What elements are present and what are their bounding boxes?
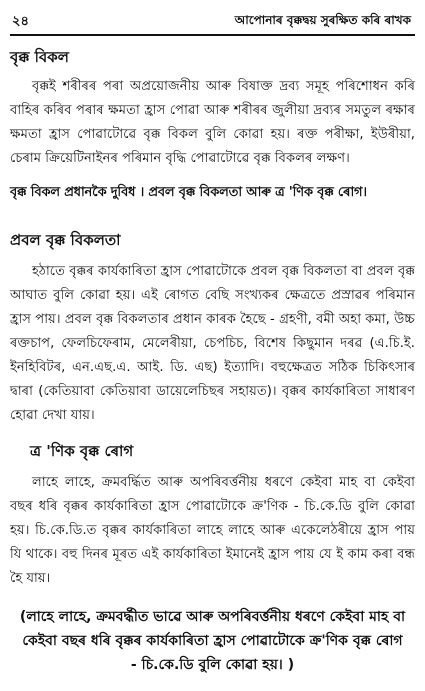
page-header <box>10 10 415 32</box>
section-heading: বৃক্ক বিকল <box>10 48 69 66</box>
section-paragraph: বৃক্কই শৰীৰৰ পৰা অপ্ৰয়োজনীয় আৰু বিষাক্ত দ্ৰব্য সমূহ পৰিশোধন কৰি বাহিৰ কৰিব পৰাৰ ক্ষমতা হ্ৰাস পোৱা আৰু শৰীৰৰ জুলীয়া দ্ৰব্যৰ সমতুল ৰক্ষাৰ ক্ষমতা হ্ৰাস পোৱাটোৱে বৃক্ক বিকল বুলি কোৱা হয়। ৰক্ত পৰীক্ষা, ইউৰীয়া, চেৰাম ক্ৰিয়েটিনাইনৰ পৰিমান বৃদ্ধি পোৱাটোৱে বৃক্ক বিকলৰ লক্ষণ। <box>10 79 415 166</box>
running-title: আপোনাৰ বৃক্কদ্বয় সুৰক্ষিত কৰি ৰাখক <box>234 13 411 27</box>
page-number: ২৪ <box>12 14 29 29</box>
section-paragraph: লাহে লাহে, ক্ৰমবৰ্দ্ধিত আৰু অপৰিবৰ্ত্তনীয় ধৰণে কেইবা মাহ বা কেইবা বছৰ ধৰি বৃক্কৰ কাৰ্যকাৰিতা হ্ৰাস পোৱাটোকে ক্ৰ'ণিক - চি.কে.ডি বুলি কোৱা হয়। চি.কে.ডি.ত বৃক্কৰ কাৰ্যকাৰিতা লাহে লাহে আৰু একেলেঠৰীয়ে হ্ৰাস পায় যি থাকে। বহু দিনৰ মূৰত এই কাৰ্যকাৰিতা ইমানেই হ্ৰাস পায় যে ই কাম কৰা বন্ধ হৈ যায়। <box>10 475 415 586</box>
section-heading: ত্ৰ 'ণিক বৃক্ক ৰোগ <box>30 442 134 460</box>
section-kidney-failure <box>10 46 415 171</box>
section-heading: প্ৰবল বৃক্ক বিকলতা <box>10 231 121 249</box>
section-chronic-kidney-disease <box>10 440 415 591</box>
header-rule <box>10 34 415 36</box>
section-acute-kidney-failure <box>10 229 415 428</box>
highlighted-note: (লাহে লাহে, ক্ৰমবৰ্দ্ধীত ভাৱে আৰু অপৰিবৰ্ত্তনীয় ধৰণে কেইবা মাহ বা কেইবা বছৰ ধৰি বৃক্কৰ কাৰ্যকাৰিতা হ্ৰাস পোৱাটোকে ক্ৰ'ণিক বৃক্ক ৰোগ - চি.কে.ডি বুলি কোৱা হয়। ) <box>19 609 406 673</box>
section-paragraph: হঠাতে বৃক্কৰ কাৰ্যকাৰিতা হ্ৰাস পোৱাটোকে প্ৰবল বৃক্ক বিকলতা বা প্ৰবল বৃক্ক আঘাত বুলি কোৱা হয়। এই ৰোগত বেছি সংখ্যকৰ ক্ষেত্ৰতে প্ৰস্ৰাৱৰ পৰিমান হ্ৰাস পায়। প্ৰবল বৃক্ক বিকলতাৰ প্ৰধান কাৰক হৈছে - গ্ৰহণী, বমী অহা কমা, উচ্চ ৰক্তচাপ, ফেলচিফেৰাম, মেলেৰীয়া, চেপচিচ, বিশেষ কিছুমান দৰৱ (এ.চি.ই. ইনহিবিটৰ, এন.এছ.এ. আই. ডি. এছ) ইত্যাদি। বহুক্ষেত্ৰত সঠিক চিকিৎসাৰ দ্বাৰা (কেতিয়াবা কেতিয়াবা ডায়েলেচিছৰ সহায়ত)। বৃক্কৰ কাৰ্যকাৰিতা সাধাৰণ হোৱা দেখা যায়। <box>10 264 415 423</box>
summary-line: বৃক্ক বিকল প্ৰধানকৈ দুবিধ । প্ৰবল বৃক্ক বিকলতা আৰু ত্ৰ 'ণিক বৃক্ক ৰোগ। <box>10 185 367 200</box>
